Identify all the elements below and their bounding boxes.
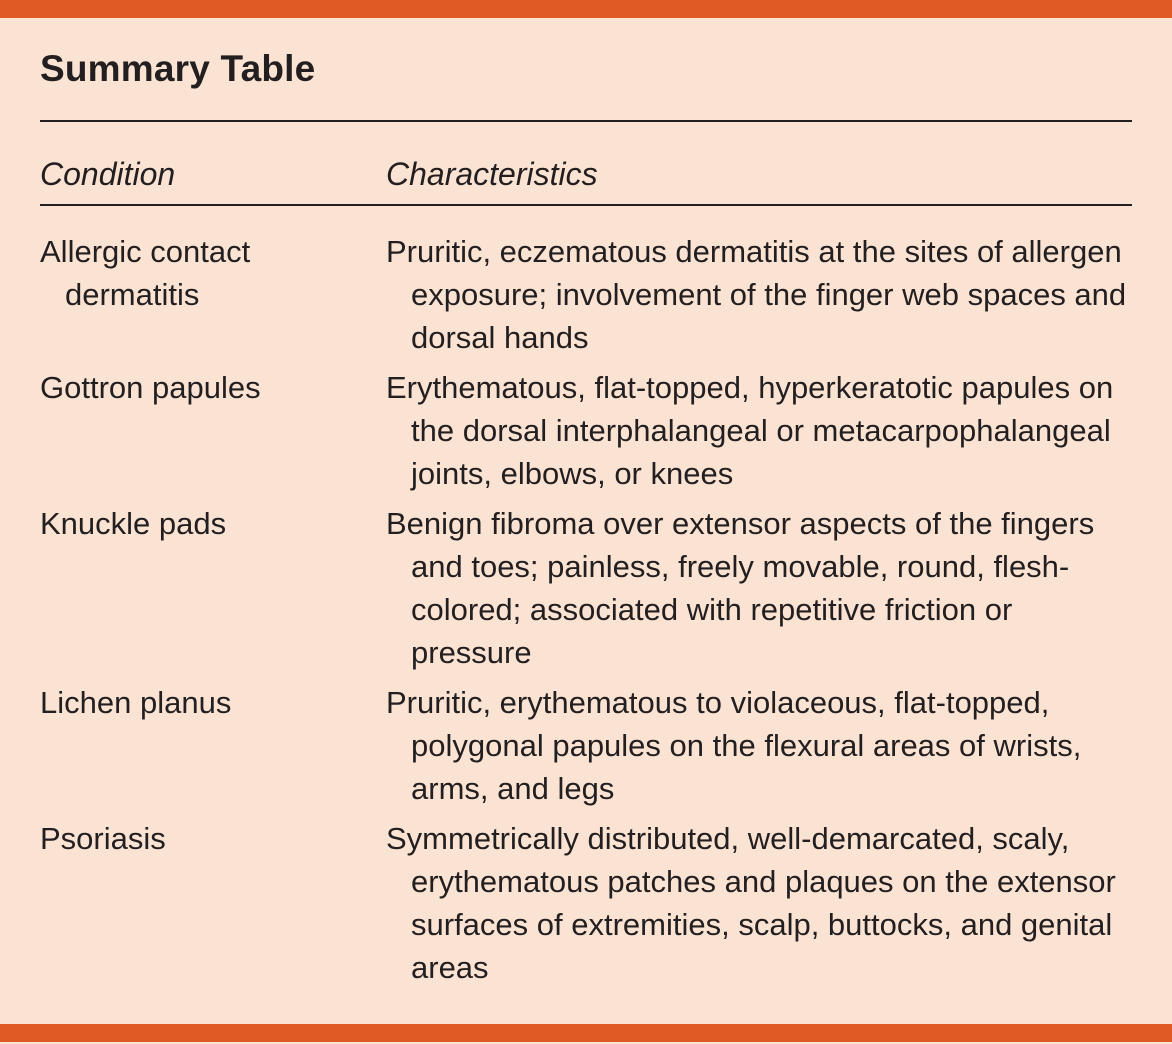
characteristics-cell: Benign fibroma over extensor aspects of the fingers and toes; painless, freely movable, round, flesh-colored; associated with repetitive friction or pressure [386,506,1095,670]
table-body [40,230,1132,989]
condition-cell: Psoriasis [40,821,166,856]
condition-cell: Knuckle pads [40,506,227,541]
characteristics-cell: Symmetrically distributed, well-demarcated, scaly, erythematous patches and plaques on the extensor surfaces of extremities, scalp, buttocks, and genital areas [386,821,1116,985]
column-header-condition: Condition [40,156,176,192]
characteristics-cell: Pruritic, eczematous dermatitis at the sites of allergen exposure; involvement of the finger web spaces and dorsal hands [386,234,1127,355]
header-divider [40,204,1132,206]
table-row [40,366,1132,495]
table-title: Summary Table [40,48,316,89]
table-row [40,681,1132,810]
column-header-characteristics: Characteristics [386,156,598,192]
table-row [40,817,1132,989]
title-divider [40,120,1132,122]
condition-cell: Allergic contact dermatitis [40,234,251,312]
characteristics-cell: Pruritic, erythematous to violaceous, flat-topped, polygonal papules on the flexural areas of wrists, arms, and legs [386,685,1082,806]
bottom-accent-bar [0,1024,1172,1042]
condition-cell: Gottron papules [40,370,261,405]
table-row [40,230,1132,359]
table-row [40,502,1132,674]
characteristics-cell: Erythematous, flat-topped, hyperkeratotic papules on the dorsal interphalangeal or metacarpophalangeal joints, elbows, or knees [386,370,1114,491]
condition-cell: Lichen planus [40,685,232,720]
top-accent-bar [0,0,1172,18]
